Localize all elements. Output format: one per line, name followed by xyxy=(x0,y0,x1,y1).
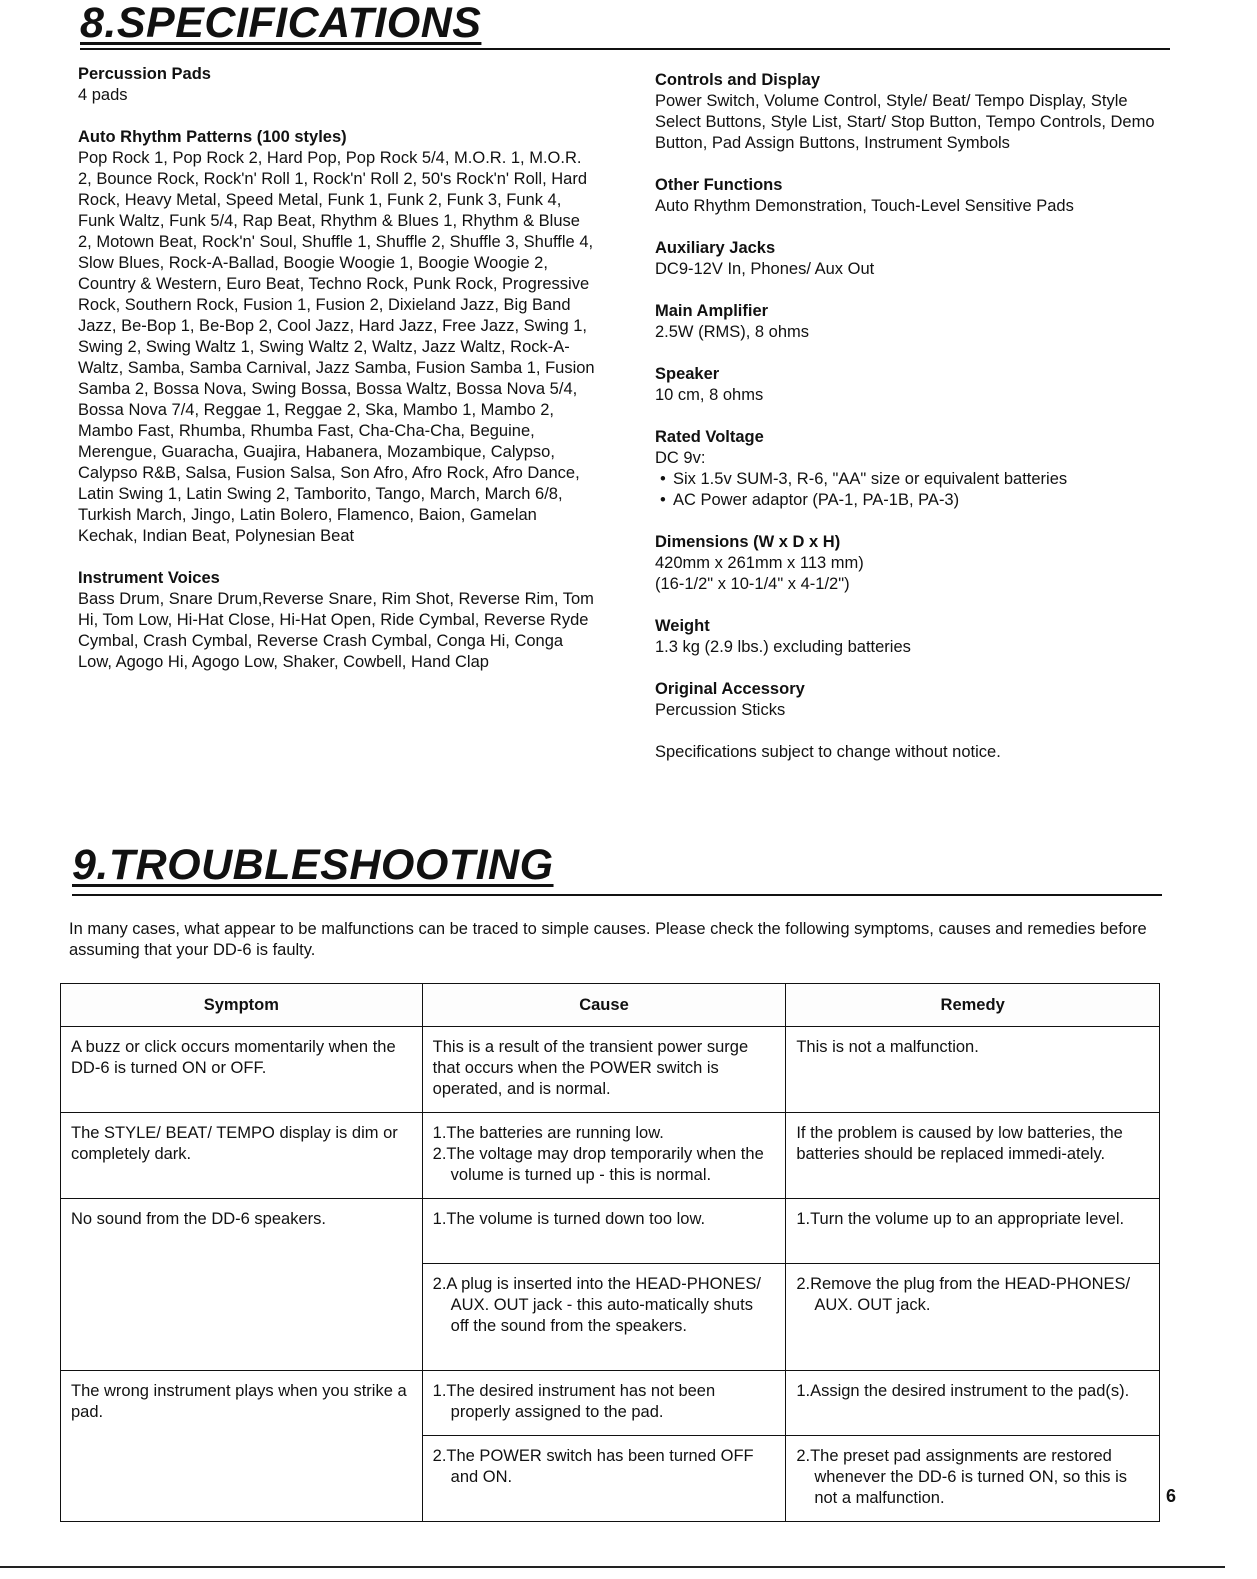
spec-value: DC 9v: xyxy=(655,449,706,467)
spec-heading: Auto Rhythm Patterns (100 styles) xyxy=(78,128,347,146)
spec-instrument-voices xyxy=(78,568,598,673)
spec-heading: Weight xyxy=(655,617,710,635)
spec-heading: Auxiliary Jacks xyxy=(655,239,776,257)
cause-cell xyxy=(422,1436,786,1522)
cause-cell: This is a result of the transient power surge that occurs when the POWER switch is operated, and is normal. xyxy=(422,1027,786,1113)
symptom-cell: No sound from the DD-6 speakers. xyxy=(61,1199,423,1371)
spec-rated-voltage xyxy=(655,427,1165,511)
spec-heading: Other Functions xyxy=(655,176,783,194)
spec-original-accessory xyxy=(655,679,1165,721)
table-header-row xyxy=(61,984,1160,1027)
remedy-cell xyxy=(786,1436,1160,1522)
cause-cell xyxy=(422,1264,786,1371)
spec-heading: Speaker xyxy=(655,365,720,383)
symptom-cell: The wrong instrument plays when you strike a pad. xyxy=(61,1371,423,1522)
spec-value: 2.5W (RMS), 8 ohms xyxy=(655,323,810,341)
cause-header: Cause xyxy=(422,984,786,1027)
cause-item: 1.The batteries are running low. xyxy=(432,1124,664,1142)
spec-heading: Instrument Voices xyxy=(78,569,220,587)
troubleshooting-title: 9.TROUBLESHOOTING xyxy=(72,841,554,889)
specs-left-column xyxy=(78,64,598,694)
spec-value: Power Switch, Volume Control, Style/ Beat/ Tempo Display, Style Select Buttons, Style List, Start/ Stop Button, Tempo Controls, Demo Button, Pad Assign Buttons, Instrument Symbols xyxy=(655,92,1155,152)
remedy-item: 2.The preset pad assignments are restored whenever the DD-6 is turned ON, so this is not a malfunction. xyxy=(796,1447,1128,1507)
table-row xyxy=(61,1371,1160,1436)
spec-value: Bass Drum, Snare Drum,Reverse Snare, Rim Shot, Reverse Rim, Tom Hi, Tom Low, Hi-Hat Close, Hi-Hat Open, Ride Cymbal, Reverse Ryde Cymbal, Crash Cymbal, Reverse Crash Cymbal, Conga Hi, Conga Low, Agogo Hi, Agogo Low, Shaker, Cowbell, Hand Clap xyxy=(78,590,594,671)
spec-main-amplifier xyxy=(655,301,1165,343)
spec-heading: Original Accessory xyxy=(655,680,805,698)
symptom-header: Symptom xyxy=(61,984,423,1027)
spec-value: Percussion Sticks xyxy=(655,701,786,719)
remedy-cell xyxy=(786,1371,1160,1436)
specs-right-column xyxy=(655,70,1165,784)
bottom-rule xyxy=(0,1566,1225,1568)
spec-percussion-pads xyxy=(78,64,598,106)
table-row xyxy=(61,1199,1160,1264)
list-item: • Six 1.5v SUM-3, R-6, "AA" size or equivalent batteries xyxy=(673,469,1165,490)
cause-item: 2.A plug is inserted into the HEAD-PHONES/ AUX. OUT jack - this auto-matically shuts off the sound from the speakers. xyxy=(432,1275,761,1335)
spec-heading: Dimensions (W x D x H) xyxy=(655,533,841,551)
remedy-cell: If the problem is caused by low batteries, the batteries should be replaced immedi-ately. xyxy=(786,1113,1160,1199)
specifications-title: 8.SPECIFICATIONS xyxy=(80,0,482,47)
remedy-cell: This is not a malfunction. xyxy=(786,1027,1160,1113)
table-row xyxy=(61,1113,1160,1199)
spec-heading: Percussion Pads xyxy=(78,65,211,83)
troubleshooting-table xyxy=(60,983,1160,1522)
remedy-item: 1.Turn the volume up to an appropriate level. xyxy=(796,1210,1125,1228)
cause-item: 1.The desired instrument has not been properly assigned to the pad. xyxy=(432,1382,716,1421)
spec-dimensions xyxy=(655,532,1165,595)
cause-cell xyxy=(422,1371,786,1436)
remedy-item: 2.Remove the plug from the HEAD-PHONES/ AUX. OUT jack. xyxy=(796,1275,1131,1314)
spec-controls-display xyxy=(655,70,1165,154)
table-row xyxy=(61,1027,1160,1113)
spec-value: Pop Rock 1, Pop Rock 2, Hard Pop, Pop Rock 5/4, M.O.R. 1, M.O.R. 2, Bounce Rock, Rock'n' Roll 1, Rock'n' Roll 2, 50's Rock'n' Roll, Hard Rock, Heavy Metal, Speed Metal, Funk 1, Funk 2, Funk 3, Funk 4, Funk Waltz, Funk 5/4, Rap Beat, Rhythm & Blues 1, Rhythm & Bluse 2, Motown Beat, Rock'n' Soul, Shuffle 1, Shuffle 2, Shuffle 3, Shuffle 4, Slow Blues, Rock-A-Ballad, Boogie Woogie 1, Boogie Woogie 2, Country & Western, Euro Beat, Techno Rock, Punk Rock, Progressive Rock, Southern Rock, Fusion 1, Fusion 2, Dixieland Jazz, Big Band Jazz, Be-Bop 1, Be-Bop 2, Cool Jazz, Hard Jazz, Free Jazz, Swing 1, Swing 2, Swing Waltz 1, Swing Waltz 2, Waltz, Jazz Waltz, Rock-A-Waltz, Samba, Samba Carnival, Jazz Samba, Fusion Samba 1, Fusion Samba 2, Bossa Nova, Swing Bossa, Bossa Waltz, Bossa Nova 5/4, Bossa Nova 7/4, Reggae 1, Reggae 2, Ska, Mambo 1, Mambo 2, Mambo Fast, Rhumba, Rhumba Fast, Cha-Cha-Cha, Beguine, Merengue, Guaracha, Guajira, Habanera, Mozambique, Calypso, Calypso R&B, Salsa, Fusion Salsa, Son Afro, Afro Rock, Afro Dance, Latin Swing 1, Latin Swing 2, Tamborito, Tango, March, March 6/8, Turkish March, Jingo, Latin Bolero, Flamenco, Baion, Gamelan Kechak, Indian Beat, Polynesian Beat xyxy=(78,149,595,545)
title-rule xyxy=(80,48,1170,50)
cause-item: 1.The volume is turned down too low. xyxy=(432,1210,706,1228)
remedy-cell xyxy=(786,1264,1160,1371)
spec-weight xyxy=(655,616,1165,658)
list-item: • AC Power adaptor (PA-1, PA-1B, PA-3) xyxy=(673,490,1165,511)
spec-value: DC9-12V In, Phones/ Aux Out xyxy=(655,260,875,278)
voltage-list xyxy=(655,469,1165,511)
spec-heading: Main Amplifier xyxy=(655,302,769,320)
spec-value: 1.3 kg (2.9 lbs.) excluding batteries xyxy=(655,638,911,656)
spec-heading: Rated Voltage xyxy=(655,428,764,446)
symptom-cell: A buzz or click occurs momentarily when the DD-6 is turned ON or OFF. xyxy=(61,1027,423,1113)
spec-other-functions xyxy=(655,175,1165,217)
remedy-item: 1.Assign the desired instrument to the pad(s). xyxy=(796,1382,1130,1400)
cause-item: 2.The POWER switch has been turned OFF and ON. xyxy=(432,1447,754,1486)
page-number: 6 xyxy=(1166,1486,1177,1506)
spec-value: 4 pads xyxy=(78,86,128,104)
cause-item: 2.The voltage may drop temporarily when the volume is turned up - this is normal. xyxy=(432,1145,764,1184)
spec-value: 10 cm, 8 ohms xyxy=(655,386,764,404)
spec-auxiliary-jacks xyxy=(655,238,1165,280)
remedy-cell xyxy=(786,1199,1160,1264)
spec-heading: Controls and Display xyxy=(655,71,821,89)
symptom-cell: The STYLE/ BEAT/ TEMPO display is dim or completely dark. xyxy=(61,1113,423,1199)
remedy-header: Remedy xyxy=(786,984,1160,1027)
spec-note: Specifications subject to change without notice. xyxy=(655,743,1001,761)
spec-speaker xyxy=(655,364,1165,406)
cause-cell xyxy=(422,1113,786,1199)
spec-value: 420mm x 261mm x 113 mm) (16-1/2" x 10-1/4" x 4-1/2") xyxy=(655,554,864,593)
spec-auto-rhythm-patterns xyxy=(78,127,598,547)
spec-value: Auto Rhythm Demonstration, Touch-Level Sensitive Pads xyxy=(655,197,1074,215)
cause-cell xyxy=(422,1199,786,1264)
title-rule xyxy=(72,894,1162,896)
troubleshooting-intro: In many cases, what appear to be malfunctions can be traced to simple causes. Please check the following symptoms, causes and remedies before assuming that your DD-6 is faulty. xyxy=(69,920,1147,959)
